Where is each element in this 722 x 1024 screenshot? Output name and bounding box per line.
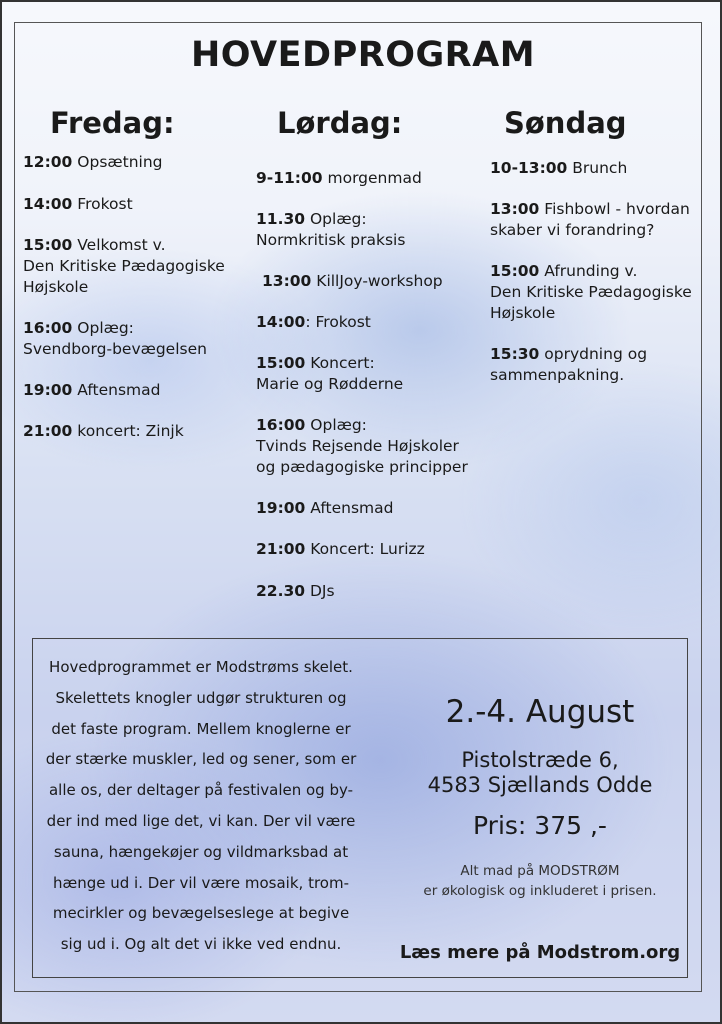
paragraph-line: det faste program. Mellem knoglerne er	[51, 719, 351, 738]
schedule-item	[256, 581, 335, 602]
item-time: 15:30	[490, 345, 540, 363]
item-text: Koncert: Lurizz	[310, 540, 425, 558]
paragraph-line: mecirkler og bevægelseslege at begive	[52, 904, 350, 923]
day-heading-lordag: Lørdag:	[277, 106, 403, 140]
item-text: morgenmad	[327, 169, 422, 187]
paragraph-line: sig ud i. Og alt det vi ikke ved endnu.	[60, 935, 342, 954]
schedule-item	[23, 421, 184, 442]
paragraph-line: Hovedprogrammet er Modstrøms skelet.	[49, 658, 353, 676]
item-text-line: skaber vi forandring?	[490, 221, 655, 239]
item-time: 19:00	[23, 381, 73, 399]
item-text: Oplæg:	[77, 319, 134, 337]
item-time: 22.30	[256, 582, 306, 600]
item-text-line: Marie og Rødderne	[256, 375, 404, 393]
item-time: 15:00	[256, 354, 306, 372]
item-text-line: sammenpakning.	[490, 366, 625, 384]
item-time: 16:00	[23, 319, 73, 337]
item-text-line: Normkritisk praksis	[256, 231, 406, 249]
paragraph-line: alle os, der deltager på festivalen og by-	[48, 781, 354, 800]
item-text: Afrunding v.	[544, 262, 638, 280]
schedule-item	[23, 380, 160, 401]
item-text: Oplæg:	[310, 416, 367, 434]
schedule-item	[256, 168, 422, 189]
item-text: Fishbowl - hvordan	[544, 200, 690, 218]
item-text-line: og pædagogiske principper	[256, 458, 468, 476]
paragraph-line: sauna, hængekøjer og vildmarksbad at	[53, 842, 349, 861]
day-heading-sondag: Søndag	[504, 106, 627, 140]
item-text: Velkomst v.	[77, 236, 166, 254]
schedule-item	[262, 271, 443, 292]
item-text: Opsætning	[77, 153, 163, 171]
event-dates: 2.-4. August	[445, 694, 635, 730]
item-text: Brunch	[572, 159, 628, 177]
schedule-item	[256, 539, 425, 560]
schedule-item	[490, 261, 692, 324]
paragraph-line: hænge ud i. Der vil være mosaik, trom-	[52, 873, 349, 892]
item-text: : Frokost	[305, 313, 371, 331]
price: Pris: 375 ,-	[473, 811, 607, 840]
item-time: 11.30	[256, 210, 306, 228]
page-title: HOVEDPROGRAM	[190, 35, 536, 75]
address-line-1: Pistolstræde 6,	[461, 748, 619, 772]
item-text-line: Den Kritiske Pædagogiske	[23, 257, 225, 275]
item-time: 15:00	[23, 236, 73, 254]
item-time: 13:00	[490, 200, 540, 218]
schedule-item	[256, 415, 468, 478]
food-note-2: er økologisk og inkluderet i prisen.	[423, 883, 657, 899]
food-note-1: Alt mad på MODSTRØM	[460, 863, 620, 879]
item-text: oprydning og	[544, 345, 648, 363]
item-time: 12:00	[23, 153, 73, 171]
item-text: Koncert:	[310, 354, 375, 372]
paragraph-line: Skelettets knogler udgør strukturen og	[55, 688, 347, 707]
schedule-item	[23, 194, 133, 215]
item-time: 9-11:00	[256, 169, 323, 187]
item-text: KillJoy-workshop	[316, 272, 443, 290]
item-time: 16:00	[256, 416, 306, 434]
item-time: 13:00	[262, 272, 312, 290]
item-time: 21:00	[23, 422, 73, 440]
schedule-item	[490, 158, 627, 179]
website-link[interactable]: Læs mere på Modstrom.org	[399, 942, 681, 963]
day-heading-fredag: Fredag:	[50, 106, 175, 140]
item-text-line: Højskole	[23, 278, 89, 296]
paragraph-line: der stærke muskler, led og sener, som er	[45, 750, 357, 769]
schedule-item	[23, 235, 225, 298]
item-text-line: Svendborg-bevægelsen	[23, 340, 207, 358]
item-text: Aftensmad	[310, 499, 394, 517]
item-time: 14:00	[23, 195, 73, 213]
address-line-2: 4583 Sjællands Odde	[427, 773, 653, 797]
item-text-line: Højskole	[490, 304, 556, 322]
item-text: DJs	[309, 582, 335, 600]
item-time: 15:00	[490, 262, 540, 280]
schedule-item	[23, 152, 163, 173]
schedule-item	[256, 209, 405, 251]
item-text: Frokost	[77, 195, 133, 213]
item-time: 21:00	[256, 540, 306, 558]
item-time: 10-13:00	[490, 159, 568, 177]
item-text-line: Tvinds Rejsende Højskoler	[256, 437, 459, 455]
item-text: koncert: Zinjk	[77, 422, 184, 440]
item-text: Aftensmad	[77, 381, 161, 399]
schedule-item	[490, 199, 690, 241]
schedule-item	[256, 498, 393, 519]
item-time: 19:00	[256, 499, 306, 517]
item-text-line: Den Kritiske Pædagogiske	[490, 283, 692, 301]
schedule-item	[23, 318, 207, 360]
item-time: 14:00	[256, 313, 306, 331]
info-paragraph	[34, 652, 368, 960]
schedule-item	[490, 344, 647, 386]
schedule-item	[256, 312, 371, 333]
schedule-item	[256, 353, 403, 395]
item-text: Oplæg:	[309, 210, 367, 228]
paragraph-line: der ind med lige det, vi kan. Der vil være	[46, 811, 356, 830]
